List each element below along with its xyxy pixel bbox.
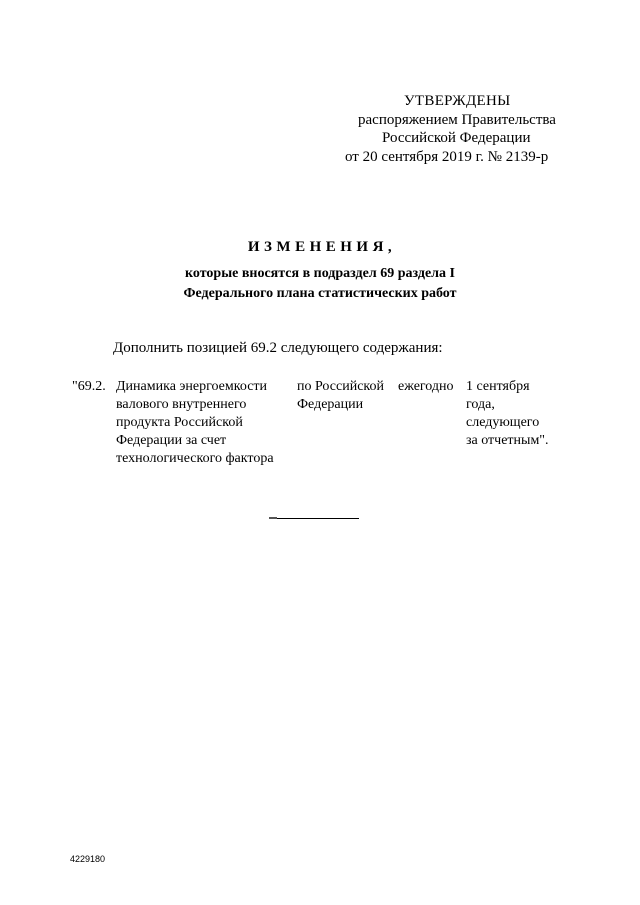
document-title: ИЗМЕНЕНИЯ, (247, 239, 397, 255)
approval-line-1: распоряжением Правительства (358, 112, 556, 128)
approval-line-2: Российской Федерации (382, 130, 531, 146)
approval-line-3: от 20 сентября 2019 г. № 2139-р (345, 149, 549, 165)
document-subtitle-2: Федерального плана статистических работ (183, 286, 457, 301)
indicator-name: Динамика энергоемкости валового внутреннего продукта Российской Федерации за счет технологического фактора (116, 379, 274, 466)
deadline: 1 сентября года, следующего за отчетным". (466, 379, 549, 448)
end-divider (271, 518, 359, 519)
document-subtitle-1: которые вносятся в подраздел 69 раздела I (185, 266, 455, 281)
document-code: 4229180 (70, 854, 106, 864)
approval-title: УТВЕРЖДЕНЫ (404, 93, 511, 109)
periodicity: ежегодно (398, 379, 454, 394)
territorial-level: по Российской Федерации (297, 379, 384, 412)
position-number: "69.2. (72, 379, 106, 394)
intro-paragraph: Дополнить позицией 69.2 следующего содержания: (113, 340, 443, 356)
divider-mark (269, 517, 277, 519)
